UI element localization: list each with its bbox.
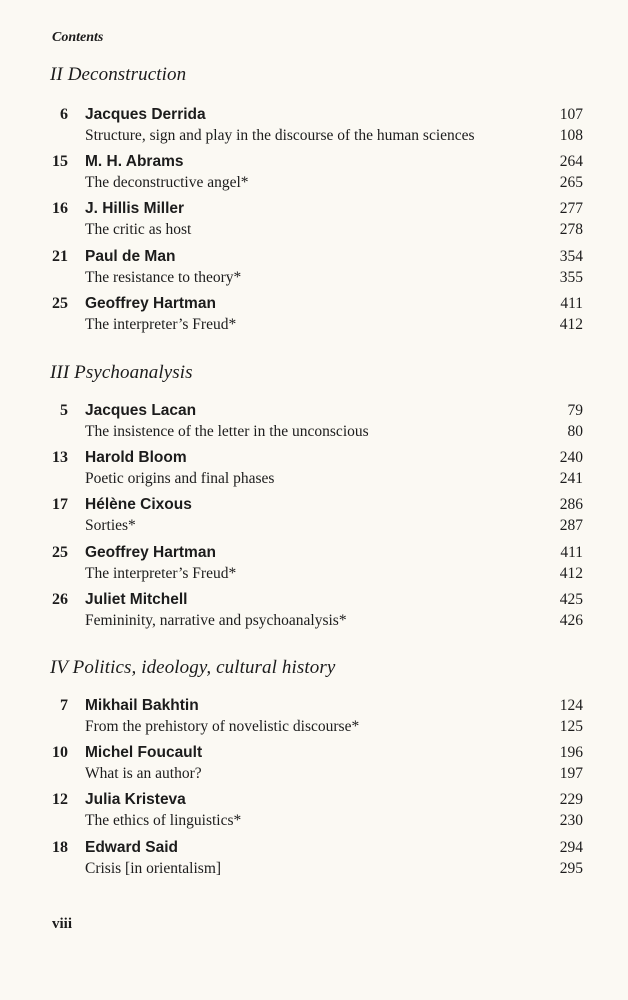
chapter-number: 25 (52, 295, 68, 312)
author-name: Michel Foucault (85, 744, 203, 761)
author-name: Jacques Derrida (85, 106, 206, 123)
running-head: Contents (52, 30, 104, 45)
chapter-number: 12 (52, 791, 68, 808)
work-title: The ethics of linguistics* (85, 812, 242, 829)
work-page-number: 108 (559, 127, 583, 144)
chapter-number: 6 (60, 106, 68, 123)
author-page-number: 264 (559, 153, 583, 170)
author-name: Paul de Man (85, 248, 176, 265)
chapter-number: 25 (52, 544, 68, 561)
work-title: The critic as host (85, 221, 192, 238)
author-page-number: 354 (559, 248, 583, 265)
author-name: Hélène Cixous (85, 496, 192, 513)
chapter-number: 13 (52, 449, 68, 466)
author-page-number: 229 (559, 791, 583, 808)
work-title: The resistance to theory* (85, 269, 242, 286)
work-page-number: 287 (559, 517, 583, 534)
work-page-number: 295 (559, 860, 583, 877)
section-heading: IV Politics, ideology, cultural history (50, 657, 336, 678)
work-title: Femininity, narrative and psychoanalysis* (85, 612, 347, 629)
section-heading: II Deconstruction (50, 64, 187, 85)
author-page-number: 425 (559, 591, 583, 608)
author-name: Jacques Lacan (85, 402, 197, 419)
work-title: Crisis [in orientalism] (85, 860, 222, 877)
chapter-number: 26 (52, 591, 68, 608)
author-page-number: 240 (559, 449, 583, 466)
work-page-number: 412 (559, 316, 583, 333)
section-heading: III Psychoanalysis (50, 362, 193, 383)
work-page-number: 197 (559, 765, 583, 782)
work-page-number: 355 (559, 269, 583, 286)
work-title: The interpreter’s Freud* (85, 316, 237, 333)
work-title: The insistence of the letter in the unconscious (85, 423, 369, 440)
work-page-number: 412 (559, 565, 583, 582)
work-page-number: 80 (567, 423, 583, 440)
author-page-number: 107 (559, 106, 583, 123)
work-page-number: 278 (559, 221, 583, 238)
chapter-number: 5 (60, 402, 68, 419)
author-name: Juliet Mitchell (85, 591, 188, 608)
chapter-number: 18 (52, 839, 68, 856)
author-page-number: 196 (559, 744, 583, 761)
author-page-number: 277 (559, 200, 583, 217)
work-page-number: 125 (559, 718, 583, 735)
author-page-number: 286 (559, 496, 583, 513)
work-title: Sorties* (85, 517, 136, 534)
work-title: Poetic origins and final phases (85, 470, 275, 487)
author-name: J. Hillis Miller (85, 200, 185, 217)
author-page-number: 124 (559, 697, 583, 714)
work-page-number: 241 (559, 470, 583, 487)
work-page-number: 426 (559, 612, 583, 629)
chapter-number: 10 (52, 744, 68, 761)
work-page-number: 265 (559, 174, 583, 191)
chapter-number: 15 (52, 153, 68, 170)
chapter-number: 21 (52, 248, 68, 265)
author-name: M. H. Abrams (85, 153, 184, 170)
author-name: Geoffrey Hartman (85, 544, 216, 561)
author-name: Julia Kristeva (85, 791, 186, 808)
author-page-number: 79 (567, 402, 583, 419)
page-number: viii (52, 916, 73, 932)
author-name: Harold Bloom (85, 449, 187, 466)
author-page-number: 411 (560, 295, 583, 312)
author-page-number: 294 (559, 839, 583, 856)
author-name: Geoffrey Hartman (85, 295, 216, 312)
work-title: The deconstructive angel* (85, 174, 249, 191)
work-title: What is an author? (85, 765, 202, 782)
work-title: The interpreter’s Freud* (85, 565, 237, 582)
author-page-number: 411 (560, 544, 583, 561)
work-title: Structure, sign and play in the discourse of the human sciences (85, 127, 475, 144)
chapter-number: 16 (52, 200, 68, 217)
work-title: From the prehistory of novelistic discourse* (85, 718, 360, 735)
chapter-number: 7 (60, 697, 68, 714)
author-name: Mikhail Bakhtin (85, 697, 199, 714)
work-page-number: 230 (559, 812, 583, 829)
author-name: Edward Said (85, 839, 179, 856)
chapter-number: 17 (52, 496, 68, 513)
